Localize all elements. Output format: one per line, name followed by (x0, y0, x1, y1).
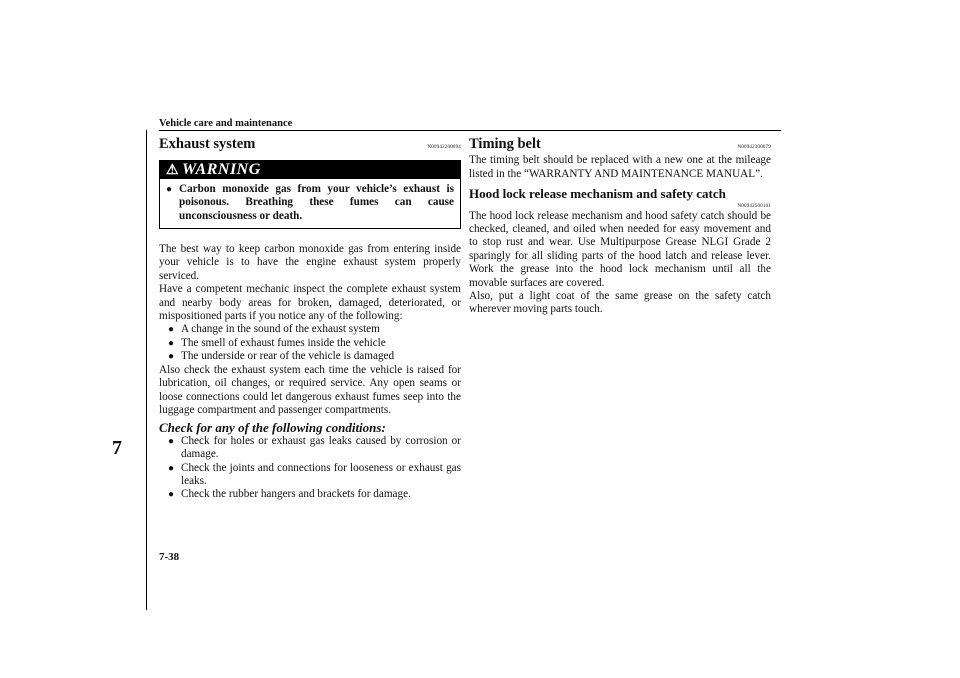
chapter-bar (146, 130, 147, 610)
list-item: ● Check the rubber hangers and brackets for damage. (168, 488, 411, 501)
warning-triangle-icon: ⚠ (166, 163, 180, 179)
list-item: ● A change in the sound of the exhaust system (168, 323, 380, 336)
list-item: ● Check for holes or exhaust gas leaks caused by corrosion or damage. (168, 434, 461, 461)
symptom-list (159, 323, 461, 363)
timing-belt-heading (469, 138, 771, 154)
exhaust-system-code: N00942200094 (427, 145, 461, 150)
bullet-icon: ● (168, 351, 175, 363)
timing-belt-code: N00942300079 (737, 145, 771, 150)
left-column (159, 138, 461, 502)
warning-header (160, 161, 460, 178)
conditions-list (159, 435, 461, 502)
list-item: ● Check the joints and connections for looseness or exhaust gas leaks. (168, 461, 461, 487)
right-column (469, 138, 771, 317)
chapter-number: 7 (112, 437, 122, 459)
bullet-icon: ● (168, 337, 175, 349)
list-item: ● The smell of exhaust fumes inside the vehicle (168, 336, 386, 349)
exhaust-system-heading (159, 138, 461, 154)
bullet-icon: ● (168, 435, 175, 447)
exhaust-para-2: Have a competent mechanic inspect the complete exhaust system and nearby body areas for broken, damaged, deteriorated, or mispositioned parts if you notice any of the following: (159, 283, 461, 323)
exhaust-para-1: The best way to keep carbon monoxide gas from entering inside your vehicle is to have the engine exhaust system properly serviced. (159, 243, 461, 282)
bullet-icon: ● (166, 183, 173, 195)
warning-label: WARNING (182, 161, 261, 179)
hood-lock-title: Hood lock release mechanism and safety catch (469, 186, 726, 202)
timing-belt-title: Timing belt (469, 136, 541, 152)
page-number: 7-38 (159, 551, 180, 563)
warning-body (160, 179, 460, 228)
bullet-icon: ● (168, 489, 175, 501)
section-header: Vehicle care and maintenance (159, 118, 293, 129)
exhaust-para-3: Also check the exhaust system each time the vehicle is raised for lubrication, oil changes, or required service. Any open seams or loose connections could let dangerous exhaust fumes seep into the luggage compartment and passenger compartments. (159, 363, 461, 416)
list-item: ● The underside or rear of the vehicle is damaged (168, 350, 395, 363)
hood-lock-text-2: Also, put a light coat of the same grease on the safety catch wherever moving parts touch. (469, 290, 771, 316)
header-rule (159, 130, 781, 131)
bullet-icon: ● (168, 324, 175, 336)
hood-lock-code: N00942500101 (737, 203, 771, 209)
warning-box (159, 160, 461, 229)
warning-text: Carbon monoxide gas from your vehicle’s exhaust is poisonous. Breathing these fumes can cause unconsciousness or death. (179, 182, 454, 222)
bullet-icon: ● (168, 462, 175, 474)
exhaust-system-title: Exhaust system (159, 136, 256, 152)
hood-lock-text-1: The hood lock release mechanism and hood safety catch should be checked, cleaned, and oiled when needed for easy movement and to stop rust and wear. Use Multipurpose Grease NLGI Grade 2 sparingly for all sliding parts of the hood latch and release lever. Work the grease into the hood lock mechanism until all the movable surfaces are covered. (469, 209, 771, 289)
hood-lock-heading (469, 187, 771, 200)
conditions-subheading: Check for any of the following conditions: (159, 420, 386, 436)
timing-belt-text: The timing belt should be replaced with a new one at the mileage listed in the “WARRANTY AND MAINTENANCE MANUAL”. (469, 154, 771, 180)
